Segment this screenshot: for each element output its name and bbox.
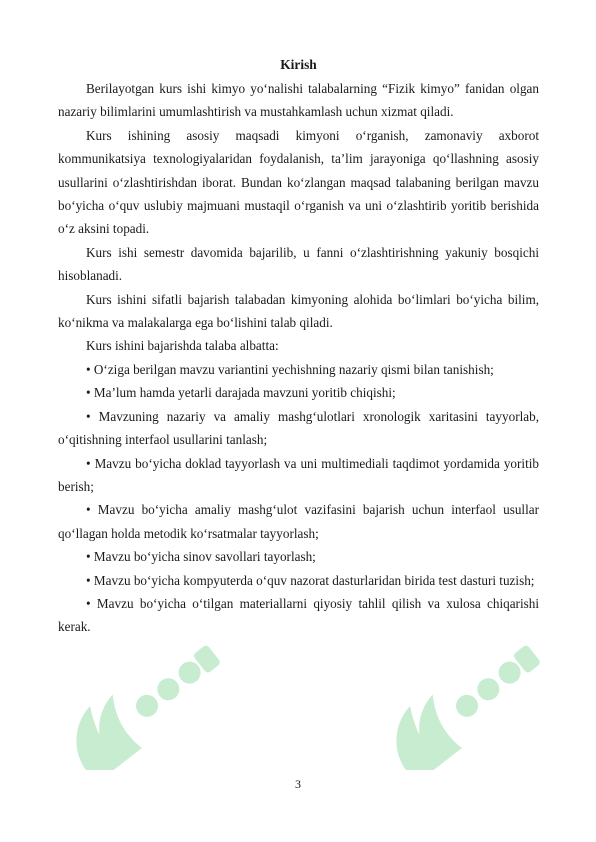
paragraph: Kurs ishini sifatli bajarish talabadan kimyoning alohida bo‘limlari bo‘yicha bilim, ko‘nikma va malakalarga ega bo‘lishini talab qiladi. [58, 291, 539, 331]
bullet-item: • Mavzu bo‘yicha o‘tilgan materiallarni qiyosiy tahlil qilish va xulosa chiqarishi kerak. [58, 595, 539, 635]
bullet-item: • Mavzu bo‘yicha doklad tayyorlash va uni multimediali taqdimot yordamida yoritib berish; [58, 455, 539, 494]
bullet-item: • Mavzu bo‘yicha amaliy mashg‘ulot vazifasini bajarish uchun interfaol usullar qo‘llagan holda metodik ko‘rsatmalar tayyorlash; [58, 502, 539, 541]
watermark-logo-icon [40, 640, 240, 770]
paragraph: Berilayotgan kurs ishi kimyo yo‘nalishi talabalarning “Fizik kimyo” fanidan olgan nazariy bilimlarini umumlashtirish va mustahkamlash uchun xizmat qiladi. [58, 81, 539, 120]
document-body [58, 56, 539, 639]
bullet-item: • Mavzu bo‘yicha kompyuterda o‘quv nazorat dasturlaridan birida test dasturi tuzish; [86, 572, 535, 588]
paragraph: Kurs ishini bajarishda talaba albatta: [86, 338, 279, 354]
bullet-item: • Mavzu bo‘yicha sinov savollari tayorlash; [86, 549, 316, 565]
bullet-item: • O‘ziga berilgan mavzu variantini yechishning nazariy qismi bilan tanishish; [86, 361, 494, 377]
watermark-logo-icon [360, 640, 560, 770]
bullet-item: • Ma’lum hamda yetarli darajada mavzuni yoritib chiqishi; [86, 385, 396, 401]
document-title: Kirish [280, 57, 317, 72]
paragraph: Kurs ishining asosiy maqsadi kimyoni o‘rganish, zamonaviy axborot kommunikatsiya texnologiyalaridan foydalanish, ta’lim jarayoniga qo‘llashning asosiy usullarini o‘zlashtirishdan iborat. Bundan ko‘zlangan maqsad talabaning berilgan mavzu bo‘yicha o‘quv uslubiy majmuani mustaqil o‘rganish va uni o‘zlashtirib yoritib berishida o‘z aksini topadi. [58, 127, 539, 237]
bullet-item: • Mavzuning nazariy va amaliy mashg‘ulotlari xronologik xaritasini tayyorlab, o‘qitishning interfaol usullarini tanlash; [58, 408, 539, 448]
page-number: 3 [295, 777, 301, 791]
paragraph: Kurs ishi semestr davomida bajarilib, u fanni o‘zlashtirishning yakuniy bosqichi hisoblanadi. [58, 244, 539, 284]
